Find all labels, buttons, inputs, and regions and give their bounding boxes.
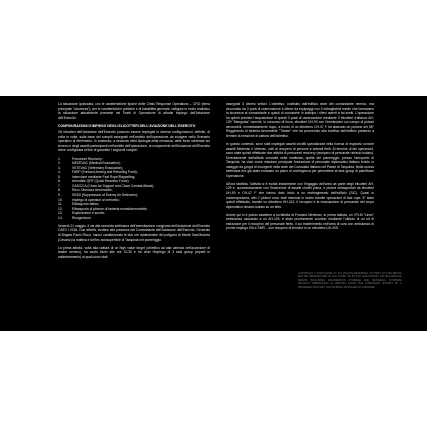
left-text-column [58, 102, 210, 263]
task-item: VETEVAC (Veterinary Evacuation); [72, 165, 124, 170]
intro-paragraph: La situazione ipotizzata, con le caratteristiche tipiche delle Crisis Response Operations – CRO (tema principale "sicurezza"), per le caratteristiche politiche e di instabilità generale, raffigura in modo realistico la situazione attualmente presente nei Teatri di Operazione di attuale impiego dell'Aviazione dell'Esercito. [58, 102, 210, 120]
task-item: Airmobile QRF (Quick Reaction Force); [72, 179, 130, 184]
task-item: CAS/CCA (Close Air Support and Close Combat Attack); [72, 183, 155, 188]
section-heading: CONFIGURAZIONI D'IMPIEGO DEGLI ELICOTTERI DELL'AVIAZIONE DELL'ESERCITO [58, 123, 196, 128]
task-item: Elitrasporto tattico; [72, 202, 100, 207]
copyright-notice: COPYRIGHT © 2018 CIAOELI.IT. ALL RIGHTS RESERVED. NO PART OF THIS EBOOK MAY BE REPRODUCED IN ANY FORM OR BY ANY ELECTRONIC OR MECHANICAL MEANS, INCLUDING INFORMATION STORAGE AND RETRIEVAL SYSTEMS, WITHOUT PERMISSION IN WRITING FROM THE PUBLISHER, EXCEPT BY A REVIEWER WHO MAY QUOTE BRIEF PASSAGES IN A REVIEW. [298, 272, 402, 289]
task-item: FARP (Forward Arming and Refueling Point); [72, 170, 138, 175]
first-activity-paragraph: La prima attività, volta alla cattura di un high value target (obiettivo ad alta valenza nell'accezione di leader nemico), ha avuto inizio alle ore 10.30 e ha visto l'impiego di 3 task group (reparti in addestramento) ai quali sono stati [58, 245, 210, 259]
task-item: SEAD (Suppression of Enemy Air Defences); [72, 192, 138, 197]
objective-paragraph: assegnati 3 diversi settori. L'obiettivo, costituito dall'edificio sede del comandante nemico, era circondato da 3 posti di osservazione e difeso da equipaggi con 3 mitragliatrici medie che formavano la sicurezza al comandante e quindi di conoscere in anticipo i rilievi aventi a tal scelti. L'operazione ha quindi previsto l'acquisizione di questi 3 posti di osservazione mediante 3 elicotteri d'attacco AH-129 "Mangusta" nonché, in concorso di forza, elicotteri UH-90 con l'immissione sul campo di plotoni aeromobili. Immediatamente dopo, a bordo di un elicottero CH-47 F ha sbarcato un plotone del 66° Reggimento di fanteria Aeromobile "Trieste" che ha provveduto alla bonifica dell'edificio portando a termine la missione di cattura dell'obiettivo. [226, 102, 374, 138]
task-list [58, 157, 210, 221]
task-item: Impiego di operatori al verricello; [72, 197, 120, 202]
task-item: Recc. Manovra Aeromobile; [72, 188, 113, 193]
task-item: Insercione mediante Fast Rope/Rappelling; [72, 174, 136, 179]
task-item: Ricognizione. [72, 215, 92, 220]
black-text-panel [0, 96, 427, 331]
right-text-column [226, 102, 374, 235]
context-paragraph: In questo contesto, sono stati impiegati assetti cinofili specializzati nella ricerca di esplosivi nonché assetti Medevac e Vetevac, volti al recupero di persone e animali feriti. Al termine di tali operazioni, sono state quindi effettuate due attività di personnel recovery (recupero di personale rimasto isolato). Diversamente dall'attività condotta nella mattinata, quella del pomeriggio, presso l'aeroporto di Tarquinia, ha visto come missione principale l'estrazione di personale diplomatico italiano tenuto in ostaggio da gruppi di insorgenti nella sede del Consolato italiano nel Paese di Tarquinia. Nella scorsa settimana era già stato emanato un piano di contingenza per permettere ai task group di pianificare l'operazione. [226, 141, 374, 178]
task-item: Elitrasporto di plotone di fanteria mortai/aeromobile; [72, 206, 148, 211]
exercise-paragraph: Venerdì 21 maggio, il via alla seconda settimana dell'esercitazione congiunta dell'Aviazione dell'Esercito CAEX I 2018. Due attività, svoltesi alla presenza del Comandante dell'Aviazione dell'Esercito, Generale di Brigata Paolo Riccò, hanno caratterizzato le due ore addestrative del poligono di Monte Sant'Andrea (Cesano) la mattina e dell'ex aviosuperficie di Tarquinia nel pomeriggio. [58, 223, 210, 242]
task-item: Esplorazione e scorta; [72, 211, 105, 216]
task-item: Personnel Recovery; [72, 156, 103, 161]
afternoon-paragraph: All'ora stabilita, l'attività si è svolta inizialmente con l'ingaggio dell'area da parte degli elicotteri AH-129 e, successivamente con l'inserzione di assetti cinofili prima, e plotoni elitrasportati da elicotteri UH-90 e CH-47 F che hanno dato inizio a un restringimento dell'edificio (SIC). Quasi in contemporanea, altri 2 plotoni sono stati immessi in teatro tramite operazioni di fast rope. E' stato quindi effettuato, tramite un elicottero HH-412, il recupero e la evacuazione di personale del corpo diplomatico rimasto isolato su un tetto. [226, 181, 374, 209]
task-item: MEDEVAC (Medical Evacuation); [72, 161, 121, 166]
medevac-paragraph: Anche qui si è potuto assistere a un'attività di Forward Medevac; in prima battuta, un VTLM "Lince" ambulanza associato a un AH-129, è stato prontamente scortato mediante l'utilizzo di un kit di estrazione per il recupero del personale ferito, il cui trasferimento nell'area di cura con ambulanza di pronto impiego SIA e SMR... con recupero al termine in un elicottero UH-205. [226, 212, 374, 231]
configuration-paragraph: Gli elicotteri dell'Aviazione dell'Esercito possono essere impiegati in diverse configurazioni, definite, di volta in volta, sulla base dei compiti assegnati nell'ambito dell'operazione da svolgere nello Scenario operativo di riferimento. In sostanza, a seconda della tipologia della minaccia, delle forze schierate sul terreno e degli assetti partecipanti nell'ambito dell'operazione, la componente dell'Aviazione dell'Esercito viene configurata al fine di garantire i seguenti compiti: [58, 130, 211, 153]
